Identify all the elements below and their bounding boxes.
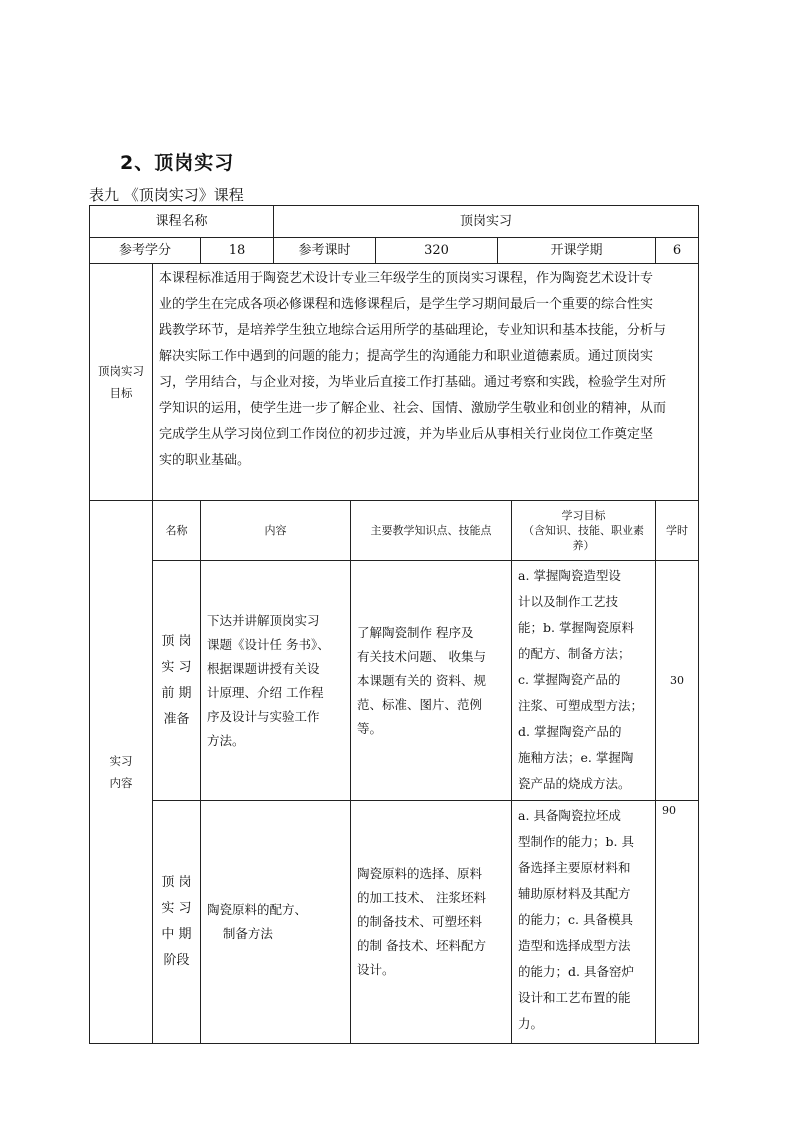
- goal-item-line: d. 掌握陶瓷产品的: [518, 724, 622, 739]
- content-line: 课题《设计任 务书》、: [207, 636, 330, 652]
- knowledge-line: 的制 备技术、坯料配方: [357, 938, 486, 953]
- col-header-goal: 学习目标 （含知识、技能、职业素 养）: [511, 500, 656, 561]
- knowledge-line: 陶瓷原料的选择、原料: [357, 866, 483, 881]
- semester-value: 6: [672, 242, 682, 258]
- course-name-label: 课程名称: [155, 213, 208, 229]
- row1-hours-cell: [655, 560, 699, 801]
- content-line: 制备方法: [207, 926, 273, 941]
- goal-item-line: 辅助原材料及其配方: [518, 886, 631, 901]
- goal-line: 完成学生从学习岗位到工作岗位的初步过渡，并为毕业后从事相关行业岗位工作奠定坚: [159, 427, 654, 442]
- col-header-knowledge: 主要教学知识点、技能点: [350, 500, 512, 561]
- goal-item-line: 计以及制作工艺技: [518, 594, 619, 609]
- goal-line: 本课程标准适用于陶瓷艺术设计专业三年级学生的顶岗实习课程，作为陶瓷艺术设计专: [159, 271, 654, 286]
- goal-item-line: 型制作的能力；b. 具: [518, 834, 634, 849]
- stage-name-line: 实 习: [161, 659, 192, 675]
- knowledge-line: 范、标准、图片、范例: [357, 696, 483, 712]
- semester-label: 开课学期: [550, 242, 603, 258]
- row1-knowledge-cell: [350, 560, 512, 801]
- row2-knowledge-cell: [350, 800, 512, 1044]
- knowledge-line: 有关技术问题、 收集与: [357, 648, 486, 664]
- col-header-hours: 学时: [655, 500, 699, 561]
- col-header-name: 名称: [152, 500, 201, 561]
- semester-value-cell: [655, 237, 699, 264]
- content-line: 根据课题讲授有关设: [207, 660, 320, 676]
- hours-label: 参考课时: [298, 242, 351, 258]
- goal-label-line2: 目标: [109, 386, 133, 400]
- goal-line: 学知识的运用，使学生进一步了解企业、社会、国情、激励学生敬业和创业的精神，从而: [159, 401, 667, 416]
- knowledge-line: 等。: [357, 720, 383, 736]
- goal-line: 实的职业基础。: [159, 453, 251, 468]
- stage-name-line: 准备: [163, 711, 190, 727]
- goal-item-line: 造型和选择成型方法: [518, 938, 631, 953]
- knowledge-line: 了解陶瓷制作 程序及: [357, 624, 474, 640]
- goal-item-line: a. 具备陶瓷拉坯成: [518, 808, 621, 823]
- goal-line: 解决实际工作中遇到的问题的能力；提高学生的沟通能力和职业道德素质。通过顶岗实: [159, 349, 654, 364]
- content-label-line2: 内容: [109, 776, 133, 790]
- row2-goal-cell: [511, 800, 656, 1044]
- goal-line: 业的学生在完成各项必修课程和选修课程后，是学生学习期间最后一个重要的综合性实: [159, 297, 654, 312]
- row1-content-cell: [200, 560, 351, 801]
- course-name-value-cell: [273, 205, 699, 238]
- stage-name-line: 顶 岗: [161, 875, 192, 890]
- hours-value-cell: [375, 237, 498, 264]
- content-line: 方法。: [207, 732, 245, 748]
- goal-item-line: 的能力；d. 具备窑炉: [518, 964, 634, 979]
- goal-label-line1: 顶岗实习: [98, 364, 144, 378]
- course-name-value: 顶岗实习: [459, 213, 512, 229]
- goal-item-line: 瓷产品的烧成方法。: [518, 776, 631, 791]
- content-label-cell: [89, 500, 153, 1044]
- stage-name-line: 中 期: [161, 927, 192, 942]
- credits-label: 参考学分: [118, 242, 171, 258]
- goal-line: 习，学用结合，与企业对接，为毕业后直接工作打基础。通过考察和实践，检验学生对所: [159, 375, 667, 390]
- semester-label-cell: [497, 237, 656, 264]
- knowledge-line: 本课题有关的 资料、规: [357, 672, 486, 688]
- content-label-line1: 实习: [109, 754, 133, 768]
- stage-name-line: 阶段: [163, 953, 190, 968]
- table-caption: 表九 《顶岗实习》课程: [89, 186, 244, 204]
- row2-name-cell: [152, 800, 201, 1044]
- goal-line: 践教学环节，是培养学生独立地综合运用所学的基础理论，专业知识和基本技能，分析与: [159, 323, 667, 338]
- goal-label-cell: [89, 263, 153, 501]
- row1-hours: 30: [670, 673, 684, 687]
- row2-content-cell: [200, 800, 351, 1044]
- hours-label-cell: [273, 237, 376, 264]
- credits-value: 18: [228, 242, 246, 258]
- goal-item-line: 施釉方法；e. 掌握陶: [518, 750, 634, 765]
- course-name-label-cell: [89, 205, 274, 238]
- hours-value: 320: [424, 242, 449, 258]
- stage-name-line: 实 习: [161, 901, 192, 916]
- goal-text-cell: [152, 263, 699, 501]
- content-line: 下达并讲解顶岗实习: [207, 612, 320, 628]
- knowledge-line: 的加工技术、 注浆坯料: [357, 890, 486, 905]
- content-line: 陶瓷原料的配方、: [207, 902, 308, 917]
- goal-item-line: 力。: [518, 1016, 544, 1031]
- goal-item-line: 能；b. 掌握陶瓷原料: [518, 620, 634, 635]
- credits-value-cell: [200, 237, 274, 264]
- col-header-content: 内容: [200, 500, 351, 561]
- row1-goal-cell: [511, 560, 656, 801]
- row2-hours-cell: [655, 800, 699, 1044]
- knowledge-line: 的制备技术、可塑坯料: [357, 914, 483, 929]
- content-line: 序及设计与实验工作: [207, 708, 320, 724]
- section-title: 2、顶岗实习: [120, 152, 235, 174]
- row1-name-cell: [152, 560, 201, 801]
- goal-item-line: 注浆、可塑成型方法；: [518, 698, 644, 713]
- content-line: 计原理、介绍 工作程: [207, 684, 324, 700]
- knowledge-line: 设计。: [357, 962, 395, 977]
- goal-item-line: 设计和工艺布置的能: [518, 990, 631, 1005]
- stage-name-line: 前 期: [161, 685, 192, 701]
- row2-hours: 90: [662, 804, 676, 817]
- stage-name-line: 顶 岗: [161, 633, 192, 649]
- goal-item-line: 备选择主要原材料和: [518, 860, 631, 875]
- goal-item-line: 的配方、制备方法；: [518, 646, 631, 661]
- credits-label-cell: [89, 237, 201, 264]
- goal-item-line: 的能力；c. 具备模具: [518, 912, 633, 927]
- goal-item-line: a. 掌握陶瓷造型设: [518, 568, 621, 583]
- goal-item-line: c. 掌握陶瓷产品的: [518, 672, 621, 687]
